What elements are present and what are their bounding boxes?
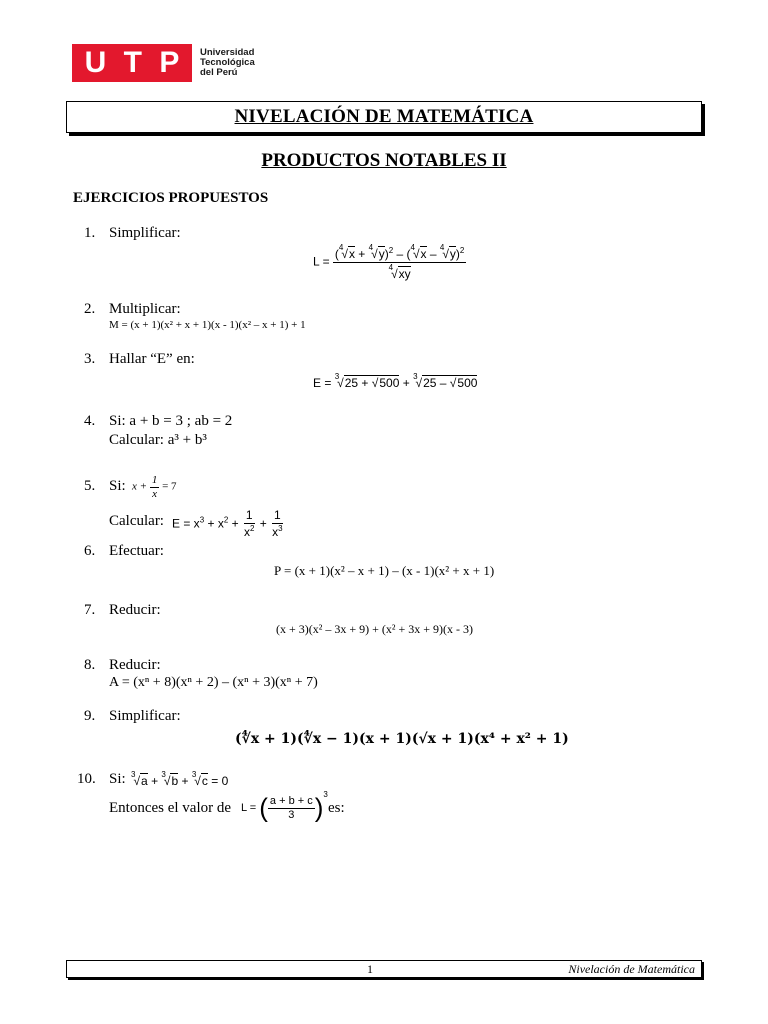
section-heading: EJERCICIOS PROPUESTOS bbox=[73, 190, 269, 206]
logo-line-1: Universidad bbox=[200, 47, 255, 58]
page-subtitle: PRODUCTOS NOTABLES II bbox=[261, 150, 507, 171]
exercise-9-expression: (∜x + 1)(∜x − 1)(x + 1)(√x + 1)(x⁴ + x² + 1) bbox=[235, 731, 569, 747]
page-number: 1 bbox=[367, 962, 373, 976]
exercise-1-formula: L = $\frac{(^4√x + ^4√y)^2 - (^4√x - ^4√y)^2}{^4√xy}$ bbox=[313, 243, 465, 281]
exercise-10-number: 10. bbox=[77, 771, 96, 787]
exercise-6-label: Efectuar: bbox=[109, 543, 164, 559]
exercise-10-label: Si: bbox=[109, 771, 126, 787]
exercise-8-label: Reducir: bbox=[109, 657, 161, 673]
exercise-4-number: 4. bbox=[84, 413, 96, 429]
exercise-4-line2: Calcular: a³ + b³ bbox=[109, 432, 207, 448]
logo-text bbox=[200, 48, 255, 78]
logo-line-2: Tecnológica bbox=[200, 57, 255, 68]
exercise-5-line2: Calcular: bbox=[109, 513, 164, 529]
title-box bbox=[66, 101, 702, 133]
exercise-7-number: 7. bbox=[84, 602, 96, 618]
footer-course-name: Nivelación de Matemática bbox=[568, 962, 695, 976]
exercise-5-label: Si: bbox=[109, 478, 126, 494]
logo-letter-t: T bbox=[123, 46, 142, 79]
exercise-10-formula: L = ( $\frac{a + b + c}{3}$ )$^3$ bbox=[241, 790, 328, 823]
exercise-5-formula: $E = x^3 + x^2$ + $\frac{1}{x^2}$ + $\frac{1}{x^3}$ bbox=[172, 508, 283, 539]
exercise-8-number: 8. bbox=[84, 657, 96, 673]
exercise-7-expression: (x + 3)(x² – 3x + 9) + (x² + 3x + 9)(x - 3) bbox=[276, 622, 473, 636]
exercise-3-label: Hallar “E” en: bbox=[109, 351, 195, 367]
exercise-4-label: Si: a + b = 3 ; ab = 2 bbox=[109, 413, 233, 429]
page-title: NIVELACIÓN DE MATEMÁTICA bbox=[234, 106, 534, 127]
exercise-9-number: 9. bbox=[84, 708, 96, 724]
exercise-2-number: 2. bbox=[84, 301, 96, 317]
exercise-5-condition: x + $\frac{1}{x}$ = 7 bbox=[132, 474, 177, 500]
exercise-3-formula: E = $^3$√25 + √500 + $^3$√25 – √500 bbox=[313, 372, 478, 390]
exercise-8-expression: A = (xⁿ + 8)(xⁿ + 2) – (xⁿ + 3)(xⁿ + 7) bbox=[109, 675, 318, 690]
exercise-2-label: Multiplicar: bbox=[109, 301, 181, 317]
exercise-10-tail: es: bbox=[328, 800, 345, 816]
exercise-6-expression: P = (x + 1)(x² – x + 1) – (x - 1)(x² + x + 1) bbox=[274, 563, 495, 578]
exercise-7-label: Reducir: bbox=[109, 602, 161, 618]
exercise-10-condition: $^3$√a + $^3$√b + $^3$√c = 0 bbox=[131, 770, 229, 788]
logo-letter-u: U bbox=[84, 46, 107, 79]
logo-letter-p: P bbox=[159, 46, 180, 79]
exercise-1-label: Simplificar: bbox=[109, 225, 181, 241]
logo-mark bbox=[72, 44, 192, 82]
logo-line-3: del Perú bbox=[200, 67, 238, 78]
exercise-9-label: Simplificar: bbox=[109, 708, 181, 724]
exercise-2-expression: M = (x + 1)(x² + x + 1)(x - 1)(x² – x + 1) + 1 bbox=[109, 319, 306, 331]
page-footer bbox=[66, 960, 702, 978]
exercise-6-number: 6. bbox=[84, 543, 96, 559]
exercise-5-number: 5. bbox=[84, 478, 96, 494]
exercise-3-number: 3. bbox=[84, 351, 96, 367]
exercise-10-line2: Entonces el valor de bbox=[109, 800, 232, 816]
exercise-1-number: 1. bbox=[84, 225, 96, 241]
utp-logo bbox=[72, 44, 255, 82]
